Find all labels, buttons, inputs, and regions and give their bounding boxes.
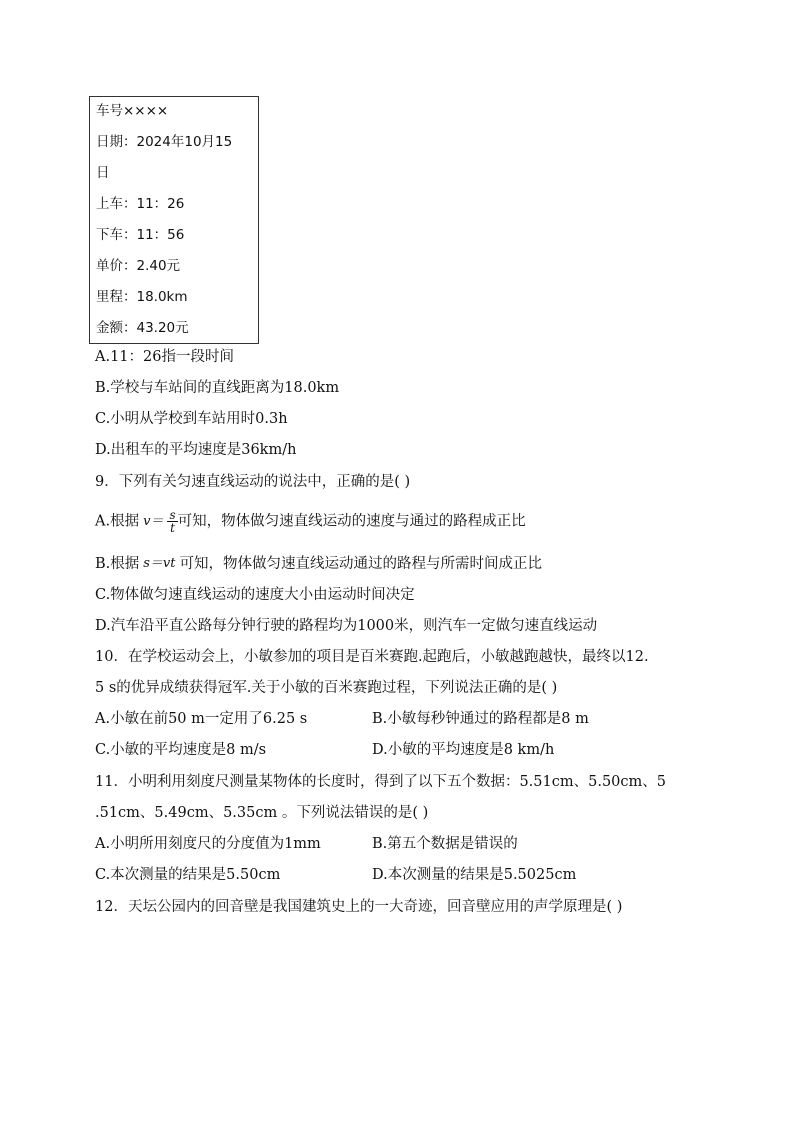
q9-fraction-numerator: s <box>169 508 176 522</box>
q10-option-b: B.小敏每秒钟通过的路程都是8 m <box>372 711 589 727</box>
q9-option-b-prefix: B.根据 <box>95 556 140 572</box>
q9-option-b-text: 可知，物体做匀速直线运动通过的路程与所需时间成正比 <box>179 556 543 572</box>
q11-stem-line2: .51cm、5.49cm、5.35cm 。下列说法错误的是( ) <box>95 805 429 821</box>
q9-option-b-formula: s＝vt <box>143 556 176 571</box>
q12-stem: 12．天坛公园内的回音壁是我国建筑史上的一大奇迹，回音壁应用的声学原理是( ) <box>95 899 623 915</box>
q9-option-a-prefix: A.根据 <box>95 513 140 530</box>
q9-option-a <box>95 509 526 534</box>
receipt-date-cont: 日 <box>96 165 110 181</box>
receipt-car-no: 车号×××× <box>96 103 169 119</box>
receipt-amount: 金额：43.20元 <box>96 320 189 336</box>
q9-option-b <box>95 554 542 574</box>
q8-option-b: B.学校与车站间的直线距离为18.0km <box>95 380 340 396</box>
q11-option-d: D.本次测量的结果是5.5025cm <box>372 867 577 883</box>
q11-option-b: B.第五个数据是错误的 <box>372 836 518 852</box>
q11-option-a: A.小明所用刻度尺的分度值为1mm <box>95 836 321 852</box>
q9-stem: 9．下列有关匀速直线运动的说法中，正确的是( ) <box>95 474 411 490</box>
q9-option-c: C.物体做匀速直线运动的速度大小由运动时间决定 <box>95 587 415 603</box>
q9-fraction-denominator: t <box>170 521 175 535</box>
q10-option-a: A.小敏在前50 m一定用了6.25 s <box>95 711 308 727</box>
q8-option-d: D.出租车的平均速度是36km/h <box>95 442 297 458</box>
receipt-board-time: 上车：11：26 <box>96 196 185 212</box>
receipt-unit-price: 单价：2.40元 <box>96 258 181 274</box>
q9-option-d: D.汽车沿平直公路每分钟行驶的路程均为1000米，则汽车一定做匀速直线运动 <box>95 618 598 634</box>
q11-option-c: C.本次测量的结果是5.50cm <box>95 867 281 883</box>
q9-option-a-fraction <box>167 509 177 534</box>
q8-option-c: C.小明从学校到车站用时0.3h <box>95 411 288 427</box>
q10-option-c: C.小敏的平均速度是8 m/s <box>95 742 267 758</box>
receipt-alight-time: 下车：11：56 <box>96 227 185 243</box>
taxi-receipt <box>89 96 259 344</box>
q8-option-a: A.11：26指一段时间 <box>95 349 234 365</box>
receipt-mileage: 里程：18.0km <box>96 289 188 305</box>
q9-option-a-text: 可知，物体做匀速直线运动的速度与通过的路程成正比 <box>177 513 526 530</box>
q10-option-d: D.小敏的平均速度是8 km/h <box>372 742 555 758</box>
q10-stem-line2: 5 s的优异成绩获得冠军.关于小敏的百米赛跑过程，下列说法正确的是( ) <box>95 680 558 696</box>
receipt-date: 日期：2024年10月15 <box>96 134 233 150</box>
q10-stem-line1: 10．在学校运动会上，小敏参加的项目是百米赛跑.起跑后，小敏越跑越快，最终以12. <box>95 649 649 665</box>
q9-option-a-lhs: v＝ <box>143 513 164 529</box>
q11-stem-line1: 11．小明利用刻度尺测量某物体的长度时，得到了以下五个数据：5.51cm、5.50cm、5 <box>95 774 666 790</box>
